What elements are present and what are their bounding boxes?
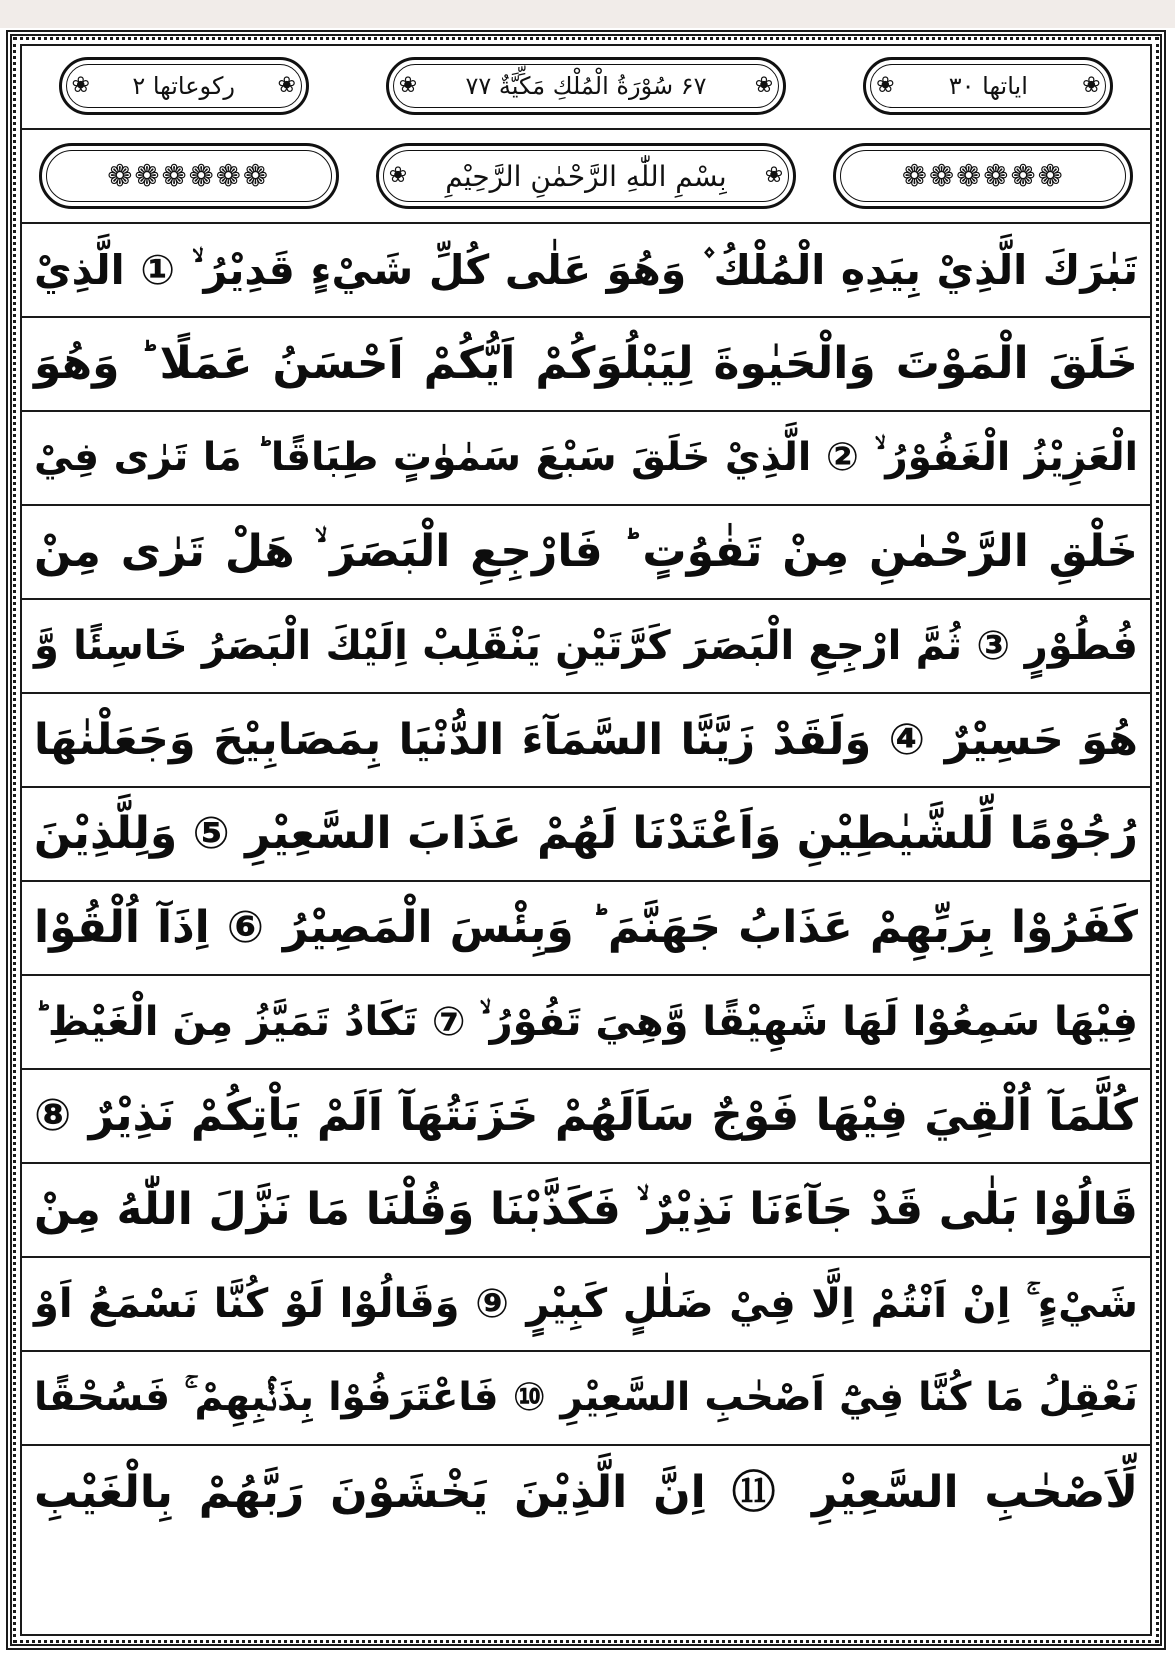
mushaf-page	[0, 28, 1175, 1654]
verse-line	[20, 412, 1152, 506]
verse-line	[20, 1164, 1152, 1258]
ayah-count-cartouche	[863, 57, 1113, 115]
verse-line	[20, 1446, 1152, 1540]
verse-line	[20, 788, 1152, 882]
verse-line-text: شَيْءٍ ۚ اِنْ اَنْتُمْ اِلَّا فِيْ ضَلٰلٍ كَبِيْرٍ ⑨ وَقَالُوْا لَوْ كُنَّا نَسْمَعُ اَوْ	[34, 1281, 1138, 1327]
verse-lines	[20, 224, 1152, 1636]
verse-line-text: الْعَزِيْزُ الْغَفُوْرُ ۙ ② الَّذِيْ خَلَقَ سَبْعَ سَمٰوٰتٍ طِبَاقًا ؕ مَا تَرٰى فِيْ	[34, 435, 1138, 480]
ornament-panel-left	[39, 143, 339, 209]
bismillah-cartouche	[376, 143, 796, 209]
verse-line-text: كَفَرُوْا بِرَبِّهِمْ عَذَابُ جَهَنَّمَ ؕ وَبِئْسَ الْمَصِيْرُ ⑥ اِذَآ اُلْقُوْا	[34, 902, 1138, 953]
floral-band-icon: ❁❁❁❁❁❁	[901, 158, 1065, 194]
floral-ornament-icon: ❀	[764, 163, 784, 188]
verse-line	[20, 224, 1152, 318]
verse-line	[20, 976, 1152, 1070]
verse-line	[20, 1352, 1152, 1446]
ornament-panel-right	[833, 143, 1133, 209]
verse-line	[20, 1070, 1152, 1164]
verse-line	[20, 694, 1152, 788]
floral-ornament-icon: ❀	[398, 73, 418, 98]
verse-line	[20, 882, 1152, 976]
floral-band-icon: ❁❁❁❁❁❁	[107, 158, 271, 194]
verse-line-text: فِيْهَا سَمِعُوْا لَهَا شَهِيْقًا وَّهِيَ تَفُوْرُ ۙ ⑦ تَكَادُ تَمَيَّزُ مِنَ الْغَيْظِ ؕ	[34, 999, 1138, 1045]
verse-line-text: كُلَّمَآ اُلْقِيَ فِيْهَا فَوْجٌ سَاَلَهُمْ خَزَنَتُهَآ اَلَمْ يَاْتِكُمْ نَذِيْرٌ ⑧	[34, 1090, 1138, 1141]
bismillah-text: بِسْمِ اللّٰهِ الرَّحْمٰنِ الرَّحِيْمِ	[445, 159, 727, 193]
verse-line	[20, 318, 1152, 412]
verse-line-text: خَلْقِ الرَّحْمٰنِ مِنْ تَفٰوُتٍ ؕ فَارْجِعِ الْبَصَرَ ۙ هَلْ تَرٰى مِنْ	[34, 526, 1138, 577]
floral-ornament-icon: ❀	[71, 73, 90, 98]
verse-line	[20, 1258, 1152, 1352]
ruku-count-cartouche	[59, 57, 309, 115]
bismillah-row	[20, 130, 1152, 224]
verse-line-text: فُطُوْرٍ ③ ثُمَّ ارْجِعِ الْبَصَرَ كَرَّتَيْنِ يَنْقَلِبْ اِلَيْكَ الْبَصَرُ خَاسِئًا وَّ	[34, 623, 1138, 669]
ruku-count: رکوعاتها ۲	[132, 72, 235, 100]
verse-line-text: رُجُوْمًا لِّلشَّيٰطِيْنِ وَاَعْتَدْنَا لَهُمْ عَذَابَ السَّعِيْرِ ⑤ وَلِلَّذِيْنَ	[33, 808, 1138, 859]
verse-line-text: قَالُوْا بَلٰى قَدْ جَآءَنَا نَذِيْرٌ ۙ فَكَذَّبْنَا وَقُلْنَا مَا نَزَّلَ اللّٰهُ مِنْ	[34, 1184, 1138, 1235]
verse-line-text: تَبٰرَكَ الَّذِيْ بِيَدِهِ الْمُلْكُ ۫ وَهُوَ عَلٰى كُلِّ شَيْءٍ قَدِيْرُ ۙ ① الَّذِيْ	[34, 246, 1138, 294]
floral-ornament-icon: ❀	[876, 73, 895, 98]
surah-name-cartouche	[386, 57, 786, 115]
verse-line-text: خَلَقَ الْمَوْتَ وَالْحَيٰوةَ لِيَبْلُوَكُمْ اَيُّكُمْ اَحْسَنُ عَمَلًا ؕ وَهُوَ	[34, 338, 1138, 389]
verse-line-text: نَعْقِلُ مَا كُنَّا فِيْٓ اَصْحٰبِ السَّعِيْرِ ⑩ فَاعْتَرَفُوْا بِذَنْۢبِهِمْ ۚ فَسُحْقًا	[34, 1375, 1138, 1420]
verse-line-text: لِّاَصْحٰبِ السَّعِيْرِ ⑪ اِنَّ الَّذِيْنَ يَخْشَوْنَ رَبَّهُمْ بِالْغَيْبِ	[34, 1467, 1138, 1518]
verse-line	[20, 506, 1152, 600]
surah-header	[20, 44, 1152, 130]
floral-ornament-icon: ❀	[754, 73, 774, 98]
verse-line	[20, 600, 1152, 694]
surah-title: ۶۷ سُوْرَةُ الْمُلْكِ مَكِّيَّةٌ ۷۷	[465, 72, 707, 100]
floral-ornament-icon: ❀	[277, 73, 296, 98]
verse-line-text: هُوَ حَسِيْرٌ ④ وَلَقَدْ زَيَّنَّا السَّمَآءَ الدُّنْيَا بِمَصَابِيْحَ وَجَعَلْنٰهَا	[34, 715, 1138, 765]
floral-ornament-icon: ❀	[388, 163, 408, 188]
ayah-count: اياتها ۳۰	[948, 72, 1028, 100]
floral-ornament-icon: ❀	[1082, 73, 1101, 98]
